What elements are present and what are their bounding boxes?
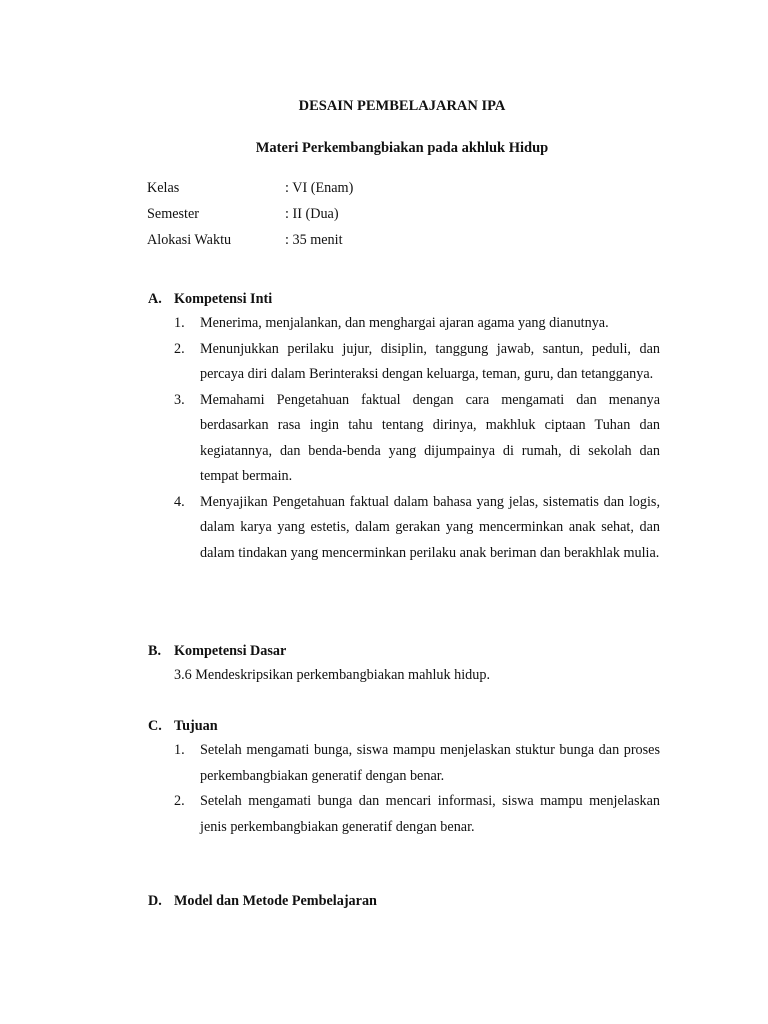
section-heading bbox=[148, 714, 660, 738]
section-heading bbox=[148, 639, 660, 663]
section-kompetensi-dasar bbox=[148, 639, 660, 689]
section-heading bbox=[148, 287, 660, 311]
list-item bbox=[148, 789, 660, 840]
section-kompetensi-inti bbox=[148, 287, 660, 566]
kompetensi-dasar-text: 3.6 Mendeskripsikan perkembangbiakan mahluk hidup. bbox=[174, 667, 490, 683]
document-subtitle: Materi Perkembangbiakan pada akhluk Hidup bbox=[255, 140, 549, 156]
info-row-alokasi-waktu bbox=[147, 227, 353, 253]
section-title: Kompetensi Dasar bbox=[174, 643, 287, 659]
item-number: 3. bbox=[174, 391, 185, 408]
item-number: 2. bbox=[174, 793, 185, 809]
info-value: : VI (Enam) bbox=[285, 180, 354, 196]
section-letter: A. bbox=[148, 291, 162, 307]
item-text: Setelah mengamati bunga, siswa mampu menjelaskan stuktur bunga dan proses perkembangbiakan generatif dengan benar. bbox=[200, 742, 660, 784]
document-title: DESAIN PEMBELAJARAN IPA bbox=[298, 98, 506, 114]
item-text: Memahami Pengetahuan faktual dengan cara mengamati dan menanya berdasarkan rasa ingin tahu tentang dirinya, makhluk ciptaan Tuhan dan kegiatannya, dan benda-benda yang dijumpainya di rumah, di sekolah dan tempat bermain. bbox=[200, 391, 660, 484]
section-title: Tujuan bbox=[174, 718, 218, 734]
section-title: Kompetensi Inti bbox=[174, 291, 273, 307]
section-tujuan bbox=[148, 714, 660, 840]
section-model-metode bbox=[148, 889, 660, 913]
info-value: : 35 menit bbox=[285, 232, 343, 248]
item-text: Menyajikan Pengetahuan faktual dalam bahasa yang jelas, sistematis dan logis, dalam karya yang estetis, dalam gerakan yang mencerminkan anak sehat, dan dalam tindakan yang mencerminkan perilaku anak beriman dan berakhlak mulia. bbox=[200, 493, 660, 561]
list-item bbox=[148, 337, 660, 388]
item-text: Menerima, menjalankan, dan menghargai ajaran agama yang dianutnya. bbox=[200, 315, 609, 331]
section-letter: C. bbox=[148, 718, 162, 734]
section-title: Model dan Metode Pembelajaran bbox=[174, 893, 377, 909]
list-item bbox=[148, 490, 660, 567]
item-text: Setelah mengamati bunga dan mencari informasi, siswa mampu menjelaskan jenis perkembangbiakan generatif dengan benar. bbox=[200, 793, 660, 835]
section-letter: D. bbox=[148, 893, 162, 909]
info-label: Kelas bbox=[147, 180, 180, 196]
info-row-semester bbox=[147, 201, 353, 227]
tujuan-list bbox=[148, 738, 660, 840]
list-item bbox=[148, 738, 660, 789]
info-row-kelas bbox=[147, 175, 353, 201]
info-value: : II (Dua) bbox=[285, 206, 339, 222]
item-number: 1. bbox=[174, 742, 185, 758]
section-letter: B. bbox=[148, 643, 162, 659]
item-number: 4. bbox=[174, 493, 185, 510]
item-number: 2. bbox=[174, 340, 185, 357]
item-number: 1. bbox=[174, 315, 185, 331]
info-block bbox=[147, 175, 353, 253]
info-label: Alokasi Waktu bbox=[147, 232, 232, 248]
list-item bbox=[148, 388, 660, 490]
kompetensi-inti-list bbox=[148, 311, 660, 566]
item-text: Menunjukkan perilaku jujur, disiplin, tanggung jawab, santun, peduli, dan percaya diri dalam Berinteraksi dengan keluarga, teman, guru, dan tetangganya. bbox=[200, 340, 660, 382]
info-label: Semester bbox=[147, 206, 200, 222]
section-heading bbox=[148, 889, 660, 913]
list-item bbox=[148, 311, 660, 337]
